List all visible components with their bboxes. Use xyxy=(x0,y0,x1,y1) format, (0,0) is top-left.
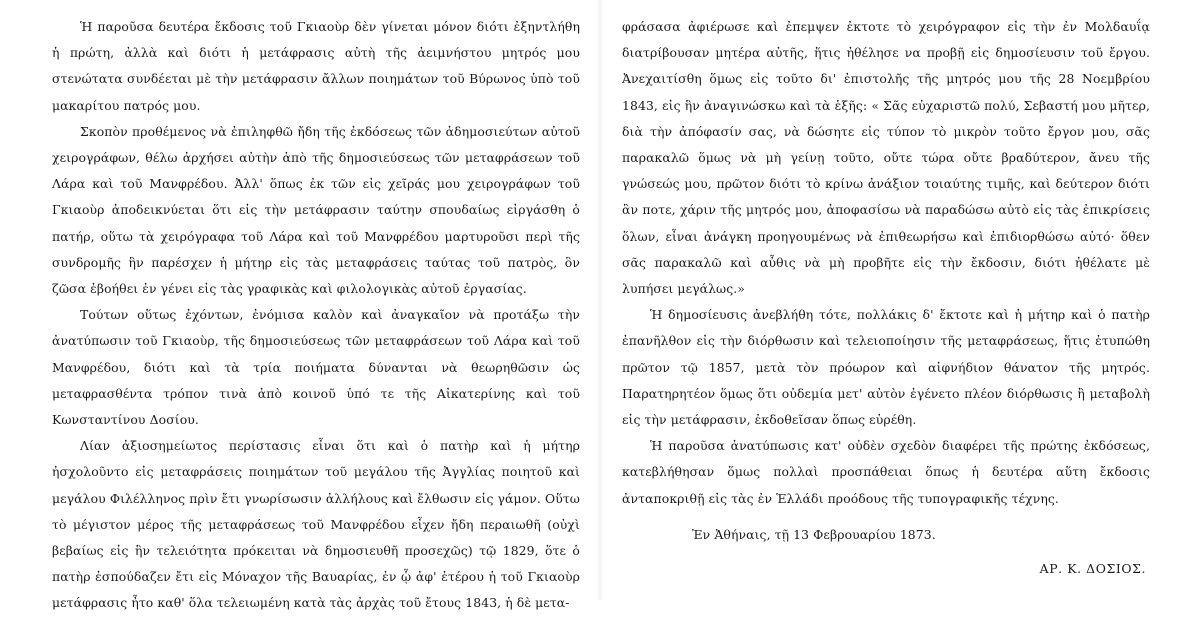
paragraph: Τούτων οὕτως ἐχόντων, ἐνόμισα καλὸν καὶ ἀναγκαῖον νὰ προτάξω τὴν ἀνατύπωσιν τοῦ Γκιαοὺρ, τῆς δημοσιεύσεως τῶν μεταφράσεων τοῦ Λάρα καὶ τοῦ Μανφρέδου, διότι καὶ τὰ τρία ποιήματα δύνανται νὰ θεωρηθῶσιν ὡς μεταφρασθέντα τρόπον τινὰ ἀπὸ κοινοῦ ὑπό τε τῆς Αἰκατερίνης καὶ τοῦ Κωνσταντίνου Δοσίου. xyxy=(52,307,580,428)
paragraph: Ἡ παροῦσα δευτέρα ἔκδοσις τοῦ Γκιαοὺρ δὲν γίνεται μόνον διότι ἐξηντλήθη ἡ πρώτη, ἀλλὰ καὶ διότι ἡ μετάφρασις αὐτὴ τῆς ἀειμνήστου μητρός μου στενώτατα συνδέεται μὲ τὴν μετάφρασιν ἄλλων ποιημάτων τοῦ Βύρωνος ὑπὸ τοῦ μακαρίτου πατρός μου. xyxy=(52,19,580,113)
page-gutter xyxy=(596,0,604,600)
paragraph: φράσασα ἀφιέρωσε καὶ ἐπεμψεν ἐκτοτε τὸ χειρόγραφον εἰς τὴν ἐν Μολδαυΐᾳ διατρίβουσαν μητέρα αὐτῆς, ἥτις ἠθέλησε να προβῇ εἰς δημοσίευσιν τοῦ ἔργου. Ἀνεχαιτίσθη ὅμως εἰς τοῦτο δι' ἐπιστολῆς τῆς μητρός μου τῆς 28 Νοεμβρίου 1843, εἰς ἣν ἀναγινώσκω καὶ τὰ ἑξῆς: « Σᾶς εὐχαριστῶ πολύ, Σεβαστή μου μῆτερ, διὰ τὴν ἀπόφασίν σας, νὰ δώσητε εἰς τύπον τὸ μικρὸν τοῦτο ἔργον μου, σᾶς παρακαλῶ ὅμως νὰ μὴ γείνῃ τοῦτο, οὔτε τώρα οὔτε βραδύτερον, ἄνευ τῆς γνώσεώς μου, πρῶτον διότι τὸ κρίνω ἀνάξιον τοιαύτης τιμῆς, καὶ δεύτερον διότι ἂν ποτε, χάριν τῆς μητρός μου, ἀποφασίσω νὰ παραδώσω αὐτὸ εἰς τὰς ἐπικρίσεις ὅλων, εἶναι ἀνάγκη προηγουμένως νὰ ἐπιθεωρήσω καὶ ἐπιδιορθώσω αὐτό· ὅθεν σᾶς παρακαλῶ καὶ αὖθις νὰ μὴ προβῆτε εἰς τὴν ἔκδοσιν, διότι ἠθέλατε μὲ λυπήσει μεγάλως.» xyxy=(622,19,1150,297)
paragraph: Ἡ δημοσίευσις ἀνεβλήθη τότε, πολλάκις δ' ἔκτοτε καὶ ἡ μήτηρ καὶ ὁ πατὴρ ἐπανῆλθον εἰς τὴν διόρθωσιν καὶ τελειοποίησιν τῆς μεταφράσεως, ἥτις ἐτυπώθη πρῶτον τῷ 1857, μετὰ τὸν πρόωρον καὶ αἰφνήδιον θάνατον τῆς μητρός. Παρατηρητέον ὅμως ὅτι οὐδεμία μετ' αὐτὸν ἐγένετο πλέον διόρθωσις ἢ μεταβολὴ εἰς τὴν μετάφρασιν, ἐκδοθεῖσαν ὅπως εὑρέθη. xyxy=(622,307,1150,428)
dateline: Ἐν Ἀθήναις, τῇ 13 Φεβρουαρίου 1873. xyxy=(692,526,936,542)
paragraph: Λίαν ἀξιοσημείωτος περίστασις εἶναι ὅτι καὶ ὁ πατὴρ καὶ ἡ μήτηρ ἠσχολοῦντο εἰς μεταφράσεις ποιημάτων τοῦ μεγάλου τῆς Ἀγγλίας ποιητοῦ καὶ μεγάλου Φιλέλληνος πρὶν ἔτι γνωρίσωσιν ἀλλήλους καὶ ἔλθωσιν εἰς γάμον. Οὕτω τὸ μέγιστον μέρος τῆς μεταφράσεως τοῦ Μανφρέδου εἶχεν ἤδη περαιωθῆ (οὐχὶ βεβαίως εἰς ἣν τελειότητα πρόκειται νὰ δημοσιευθῆ προσεχῶς) τῷ 1829, ὅτε ὁ πατὴρ ἐσπούδαζεν ἔτι εἰς Μόναχον τῆς Βαυαρίας, ἐν ᾧ ἀφ' ἑτέρου ἡ τοῦ Γκιαοὺρ μετάφρασις ἦτο καθ' ὅλα τελειωμένη κατὰ τὰς ἀρχὰς τοῦ ἔτους 1843, ἡ δὲ μετα- xyxy=(52,438,580,611)
right-page xyxy=(600,0,1200,600)
signature: ΑΡ. Κ. ΔΟΣΙΟΣ. xyxy=(1039,561,1146,577)
left-page xyxy=(0,0,600,611)
paragraph: Ἡ παροῦσα ἀνατύπωσις κατ' οὐδὲν σχεδὸν διαφέρει τῆς πρώτης ἐκδόσεως, κατεβλήθησαν ὅμως πολλαὶ προσπάθειαι ὅπως ἡ δευτέρα αὕτη ἔκδοσις ἀνταποκριθῇ εἰς τὰς ἐν Ἑλλάδι προόδους τῆς τυπογραφικῆς τέχνης. xyxy=(622,438,1150,506)
paragraph: Σκοπὸν προθέμενος νὰ ἐπιληφθῶ ἤδη τῆς ἐκδόσεως τῶν ἀδημοσιεύτων αὐτοῦ χειρογράφων, θέλω ἀρχήσει αὐτὴν ἀπὸ τῆς δημοσιεύσεως τῶν μεταφράσεων τοῦ Λάρα καὶ τοῦ Μανφρέδου. Ἀλλ' ὅπως ἐκ τῶν εἰς χεῖράς μου χειρογράφων τοῦ Γκιαοὺρ ἀποδεικνύεται ὅτι εἰς τὴν μετάφρασιν ταύτην σπουδαίως εἰργάσθη ὁ πατήρ, οὕτω τὰ χειρόγραφα τοῦ Λάρα καὶ τοῦ Μανφρέδου μαρτυροῦσι περὶ τῆς συνδρομῆς ἣν παρέσχεν ἡ μήτηρ εἰς τὰς μεταφράσεις ταύτας τοῦ πατρὸς, ὃν ζῶσα ἐβοήθει ἐν γένει εἰς τὰς γραφικὰς καὶ φιλολογικὰς αὐτοῦ ἐργασίας. xyxy=(52,123,580,297)
